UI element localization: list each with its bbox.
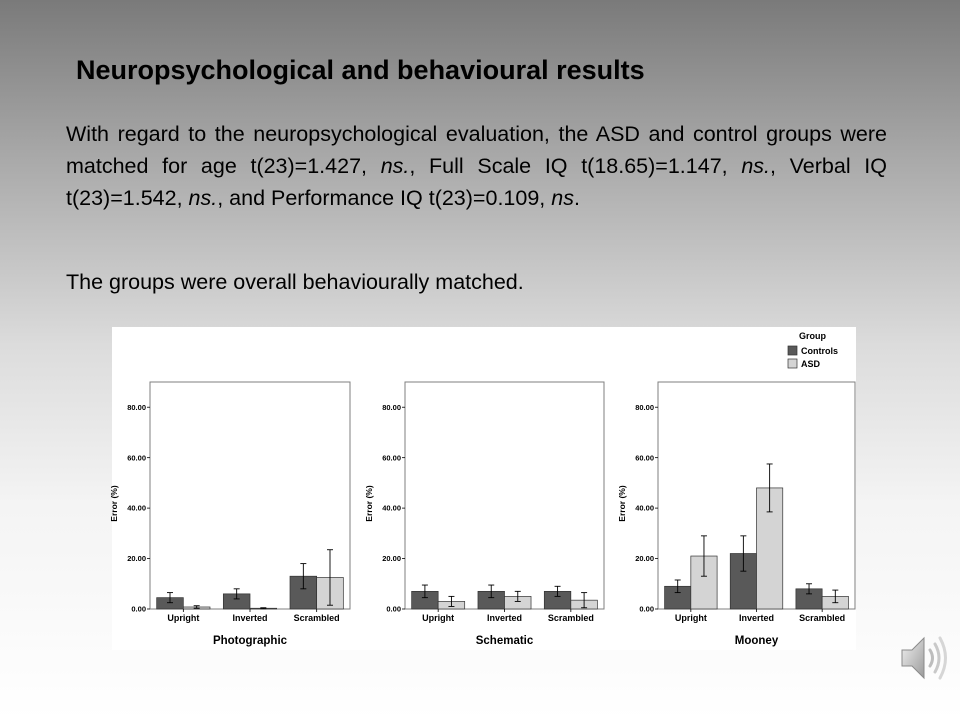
y-axis-label: Error (%): [617, 485, 627, 522]
panel-title: Mooney: [734, 635, 779, 647]
results-figure: [109, 327, 856, 650]
legend-label: ASD: [801, 359, 821, 369]
legend-title: Group: [799, 331, 826, 341]
panel-title: Photographic: [212, 635, 288, 647]
panel-title: Schematic: [475, 635, 534, 647]
italic-ns-marker: ns.: [380, 154, 410, 178]
y-tick-label: 40.00: [635, 503, 654, 513]
x-tick-label: Inverted: [486, 613, 523, 623]
x-tick-label: Scrambled: [799, 613, 846, 623]
plot-frame: [405, 382, 604, 609]
legend-swatch-controls: [788, 346, 797, 355]
y-tick-label: 20.00: [382, 554, 401, 564]
slide-title: Neuropsychological and behavioural results: [76, 55, 645, 85]
legend-label: Controls: [801, 346, 838, 356]
y-tick-label: 0.00: [639, 604, 654, 614]
paragraph-text: .: [573, 186, 580, 210]
x-tick-label: Upright: [674, 613, 707, 623]
paragraph-text: With regard to the neuropsychological evaluation, the ASD and control groups were matched for age t(23)=1.427,: [66, 122, 887, 178]
y-tick-label: 40.00: [127, 503, 146, 513]
x-tick-label: Scrambled: [293, 613, 340, 623]
legend-swatch-asd: [788, 359, 797, 368]
speaker-icon[interactable]: [898, 630, 950, 686]
italic-ns-marker: ns: [551, 186, 574, 210]
y-tick-label: 60.00: [635, 453, 654, 463]
y-tick-label: 60.00: [382, 453, 401, 463]
y-tick-label: 80.00: [382, 402, 401, 412]
x-tick-label: Upright: [422, 613, 455, 623]
italic-ns-marker: ns.: [188, 186, 218, 210]
y-tick-label: 40.00: [382, 503, 401, 513]
paragraph-text: , Full Scale IQ t(18.65)=1.147,: [409, 154, 742, 178]
summary-paragraph: The groups were overall behaviourally matched.: [66, 270, 524, 294]
y-tick-label: 80.00: [635, 402, 654, 412]
y-axis-label: Error (%): [109, 485, 119, 522]
plot-frame: [150, 382, 350, 609]
evaluation-paragraph: [66, 118, 887, 214]
italic-ns-marker: ns.: [741, 154, 770, 178]
y-tick-label: 80.00: [127, 402, 146, 412]
paragraph-text: , Verbal IQ t(23)=1.542,: [66, 154, 887, 210]
y-tick-label: 0.00: [386, 604, 401, 614]
y-tick-label: 60.00: [127, 453, 146, 463]
paragraph-text: , and Performance IQ t(23)=0.109,: [217, 186, 552, 210]
x-tick-label: Upright: [167, 613, 200, 623]
y-tick-label: 0.00: [131, 604, 146, 614]
y-tick-label: 20.00: [635, 554, 654, 564]
x-tick-label: Scrambled: [547, 613, 594, 623]
y-tick-label: 20.00: [127, 554, 146, 564]
bar-charts: [109, 327, 856, 650]
x-tick-label: Inverted: [738, 613, 775, 623]
y-axis-label: Error (%): [364, 485, 374, 522]
x-tick-label: Inverted: [232, 613, 268, 623]
